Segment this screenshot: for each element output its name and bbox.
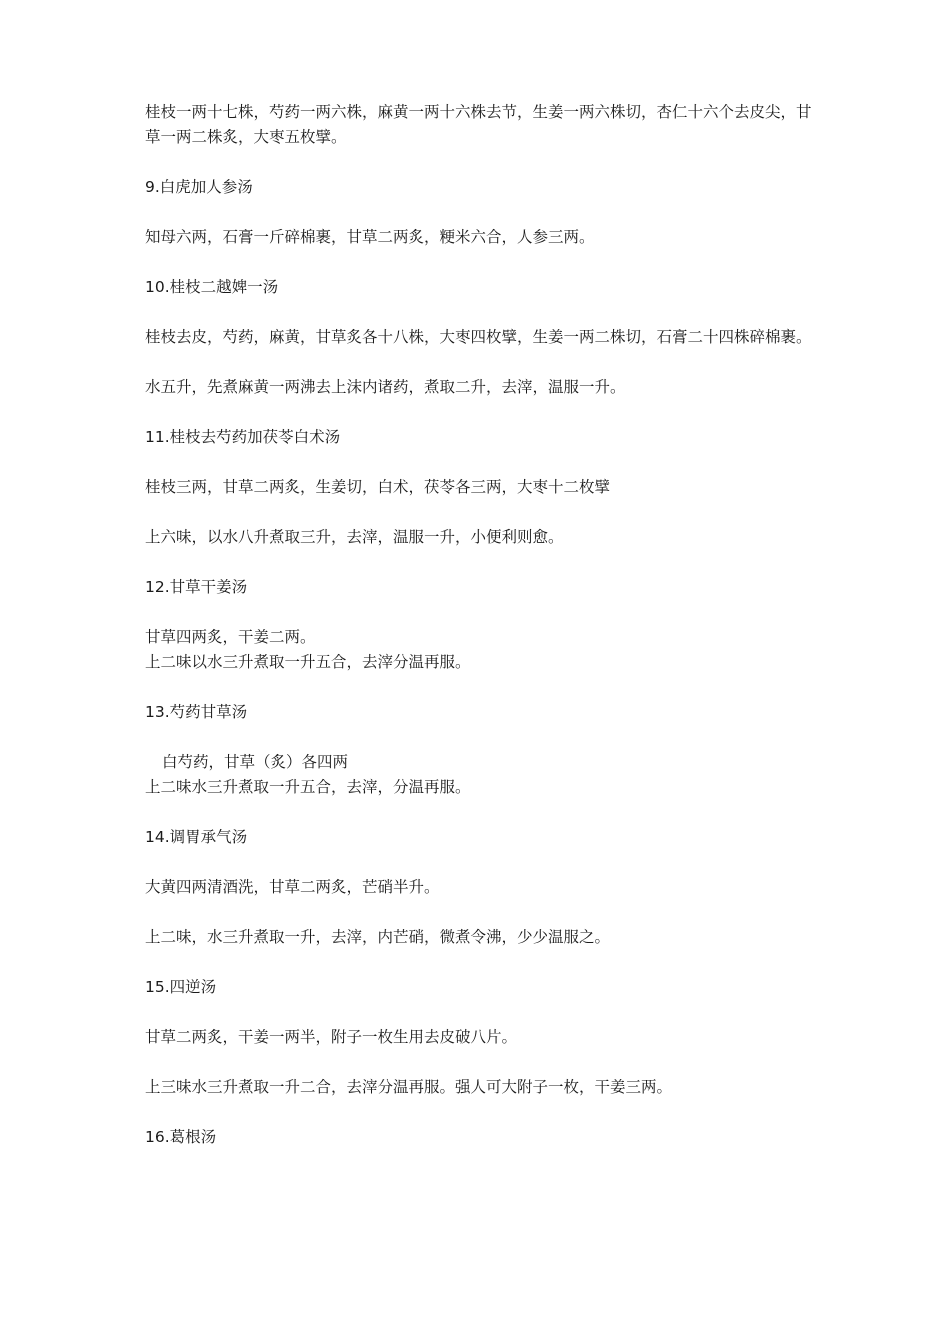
heading-gegen-tang: 16.葛根汤 bbox=[145, 1128, 217, 1146]
heading-guizhi-qu-shaoyao-tang: 11.桂枝去芍药加茯苓白术汤 bbox=[145, 428, 341, 446]
paragraph-preparation: 上三味水三升煮取一升二合，去滓分温再服。强人可大附子一枚，干姜三两。 bbox=[145, 1078, 673, 1096]
paragraph-ingredients: 桂枝去皮，芍药，麻黄，甘草炙各十八株，大枣四枚擘，生姜一两二株切，石膏二十四株碎棉裹。 bbox=[145, 328, 812, 346]
paragraph-ingredients: 知母六两，石膏一斤碎棉裹，甘草二两炙，粳米六合，人参三两。 bbox=[145, 228, 595, 246]
paragraph-preparation: 上二味水三升煮取一升五合，去滓，分温再服。 bbox=[145, 778, 471, 796]
heading-sini-tang: 15.四逆汤 bbox=[145, 978, 217, 996]
heading-tiaowei-chengqi-tang: 14.调胃承气汤 bbox=[145, 828, 248, 846]
paragraph-preparation: 上六味，以水八升煮取三升，去滓，温服一升，小便利则愈。 bbox=[145, 528, 564, 546]
paragraph-preparation: 上二味以水三升煮取一升五合，去滓分温再服。 bbox=[145, 653, 471, 671]
paragraph-ingredients: 桂枝三两，甘草二两炙，生姜切，白术，茯苓各三两，大枣十二枚擘 bbox=[145, 478, 611, 496]
heading-guizhi-er-yuebi-yi-tang: 10.桂枝二越婢一汤 bbox=[145, 278, 279, 296]
heading-shaoyao-gancao-tang: 13.芍药甘草汤 bbox=[145, 703, 248, 721]
paragraph-ingredients: 甘草四两炙，干姜二两。 bbox=[145, 628, 316, 646]
paragraph-ingredients: 大黄四两清酒洗，甘草二两炙，芒硝半升。 bbox=[145, 878, 440, 896]
paragraph-ingredients: 桂枝一两十七株，芍药一两六株，麻黄一两十六株去节，生姜一两六株切，杏仁十六个去皮尖，甘草一两二株炙，大枣五枚擘。 bbox=[145, 103, 812, 146]
paragraph-preparation: 上二味，水三升煮取一升，去滓，内芒硝，微煮令沸，少少温服之。 bbox=[145, 928, 611, 946]
document-body bbox=[145, 100, 825, 1150]
paragraph-ingredients: 甘草二两炙，干姜一两半，附子一枚生用去皮破八片。 bbox=[145, 1028, 518, 1046]
paragraph-ingredients: 白芍药，甘草（炙）各四两 bbox=[162, 753, 349, 771]
heading-baihu-jia-renshen-tang: 9.白虎加人参汤 bbox=[145, 178, 253, 196]
paragraph-preparation: 水五升，先煮麻黄一两沸去上沫内诸药，煮取二升，去滓，温服一升。 bbox=[145, 378, 626, 396]
heading-gancao-ganjiang-tang: 12.甘草干姜汤 bbox=[145, 578, 248, 596]
